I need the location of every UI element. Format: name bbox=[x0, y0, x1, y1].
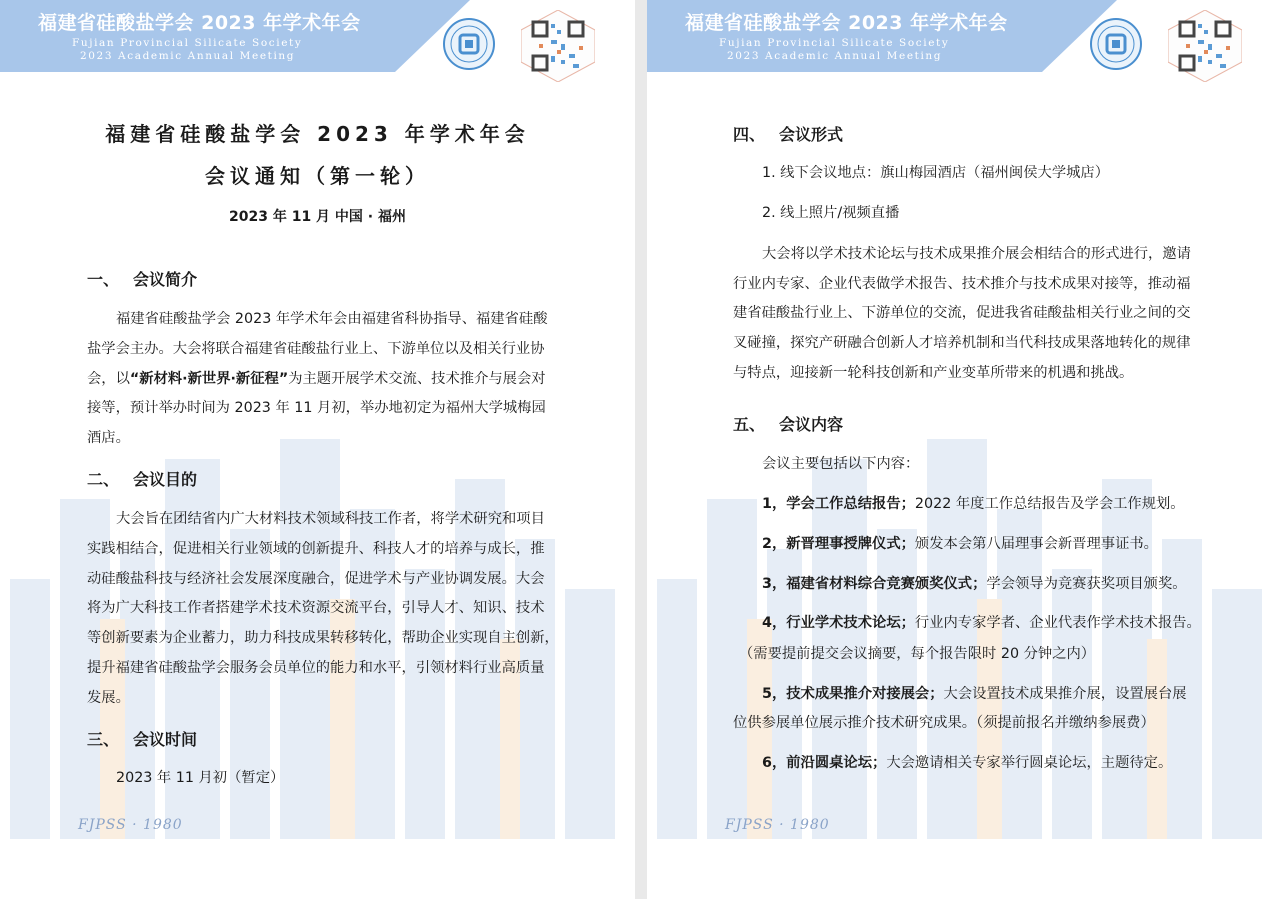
agenda-item-note: （需要提前提交会议摘要，每个报告限时 20 分钟之内） bbox=[739, 646, 1096, 662]
banner-english-line2: 2023 Academic Annual Meeting bbox=[80, 50, 296, 62]
paragraph-line: 实践相结合，促进相关行业领域的创新提升、科技人才的培养与成长，推 bbox=[87, 541, 545, 557]
agenda-item: 6，前沿圆桌论坛；大会邀请相关专家举行圆桌论坛，主题待定。 bbox=[762, 755, 1173, 771]
paragraph-line: 行业内专家、企业代表做学术报告、技术推介与技术成果对接等，推动福 bbox=[733, 276, 1191, 292]
society-seal-logo-icon bbox=[1090, 18, 1142, 70]
footer-mark: FJPSS · 1980 bbox=[78, 817, 183, 833]
banner-english-line2: 2023 Academic Annual Meeting bbox=[727, 50, 943, 62]
document-page-2 bbox=[647, 0, 1282, 899]
section-heading-purpose bbox=[87, 467, 197, 490]
section-heading-intro bbox=[87, 267, 197, 290]
notice-title: 福建省硅酸盐学会 2023 年学术年会 bbox=[105, 122, 530, 146]
section-title: 会议目的 bbox=[133, 470, 198, 489]
notice-date: 2023 年 11 月 中国 · 福州 bbox=[228, 209, 406, 225]
section-number: 一、 bbox=[87, 270, 120, 289]
agenda-item: 4，行业学术技术论坛；行业内专家学者、企业代表作学术技术报告。 bbox=[762, 615, 1201, 631]
section-heading-content bbox=[733, 412, 843, 435]
footer-mark: FJPSS · 1980 bbox=[725, 817, 830, 833]
banner-english-line1: Fujian Provincial Silicate Society bbox=[72, 37, 303, 49]
notice-subtitle: 会议通知（第一轮） bbox=[205, 164, 430, 188]
paragraph-line: 福建省硅酸盐学会 2023 年学术年会由福建省科协指导、福建省硅酸 bbox=[116, 311, 548, 327]
agenda-item: 1，学会工作总结报告；2022 年度工作总结报告及学会工作规划。 bbox=[762, 496, 1185, 512]
theme-slogan: “新材料·新世界·新征程” bbox=[129, 371, 289, 387]
meeting-time: 2023 年 11 月初（暂定） bbox=[116, 770, 285, 786]
paragraph-line: 等创新要素为企业蓄力，助力科技成果转移转化，帮助企业实现自主创新， bbox=[87, 630, 559, 646]
section-title: 会议形式 bbox=[779, 125, 844, 144]
section-title: 会议内容 bbox=[779, 415, 844, 434]
agenda-item: 2，新晋理事授牌仪式；颁发本会第八届理事会新晋理事证书。 bbox=[762, 536, 1158, 552]
agenda-item-continued: 位供参展单位展示推介技术研究成果。（须提前报名并缴纳参展费） bbox=[733, 715, 1155, 731]
section-number: 三、 bbox=[87, 730, 120, 749]
paragraph-line: 酒店。 bbox=[87, 430, 130, 446]
document-page-1 bbox=[0, 0, 635, 899]
society-seal-logo-icon bbox=[443, 18, 495, 70]
section-title: 会议简介 bbox=[133, 270, 198, 289]
paragraph-line: 盐学会主办。大会将联合福建省硅酸盐行业上、下游单位以及相关行业协 bbox=[87, 341, 545, 357]
paragraph-line: 与特点，迎接新一轮科技创新和产业变革所带来的机遇和挑战。 bbox=[733, 365, 1134, 381]
banner-english-line1: Fujian Provincial Silicate Society bbox=[719, 37, 950, 49]
agenda-item: 3，福建省材料综合竞赛颁奖仪式；学会领导为竞赛获奖项目颁奖。 bbox=[762, 576, 1187, 592]
section-title: 会议时间 bbox=[133, 730, 198, 749]
list-item: 2. 线上照片/视频直播 bbox=[762, 205, 900, 221]
section-number: 四、 bbox=[733, 125, 766, 144]
section-number: 五、 bbox=[733, 415, 766, 434]
paragraph-line: 会，以“新材料·新世界·新征程”为主题开展学术交流、技术推介与展会对 bbox=[87, 371, 546, 387]
qr-code-icon bbox=[521, 10, 595, 82]
paragraph-line: 大会旨在团结省内广大材料技术领域科技工作者，将学术研究和项目 bbox=[116, 511, 545, 527]
agenda-item: 5，技术成果推介对接展会；大会设置技术成果推介展，设置展台展 bbox=[762, 686, 1187, 702]
paragraph-line: 叉碰撞，探究产研融合创新人才培养机制和当代科技成果落地转化的规律 bbox=[733, 335, 1191, 351]
section-number: 二、 bbox=[87, 470, 120, 489]
banner-title: 福建省硅酸盐学会 2023 年学术年会 bbox=[38, 12, 361, 34]
content-intro: 会议主要包括以下内容： bbox=[762, 456, 920, 472]
list-item: 1. 线下会议地点：旗山梅园酒店（福州闽侯大学城店） bbox=[762, 165, 1110, 181]
paragraph-line: 动硅酸盐科技与经济社会发展深度融合，促进学术与产业协调发展。大会 bbox=[87, 571, 545, 587]
banner-title: 福建省硅酸盐学会 2023 年学术年会 bbox=[685, 12, 1008, 34]
section-heading-time bbox=[87, 727, 197, 750]
paragraph-line: 提升福建省硅酸盐学会服务会员单位的能力和水平，引领材料行业高质量 bbox=[87, 660, 545, 676]
paragraph-line: 大会将以学术技术论坛与技术成果推介展会相结合的形式进行，邀请 bbox=[762, 246, 1191, 262]
qr-code-icon bbox=[1168, 10, 1242, 82]
paragraph-line: 接等，预计举办时间为 2023 年 11 月初，举办地初定为福州大学城梅园 bbox=[87, 400, 546, 416]
paragraph-line: 建省硅酸盐行业上、下游单位的交流，促进我省硅酸盐相关行业之间的交 bbox=[733, 305, 1191, 321]
paragraph-line: 将为广大科技工作者搭建学术技术资源交流平台，引导人才、知识、技术 bbox=[87, 600, 545, 616]
section-heading-format bbox=[733, 122, 843, 145]
paragraph-line: 发展。 bbox=[87, 690, 130, 706]
